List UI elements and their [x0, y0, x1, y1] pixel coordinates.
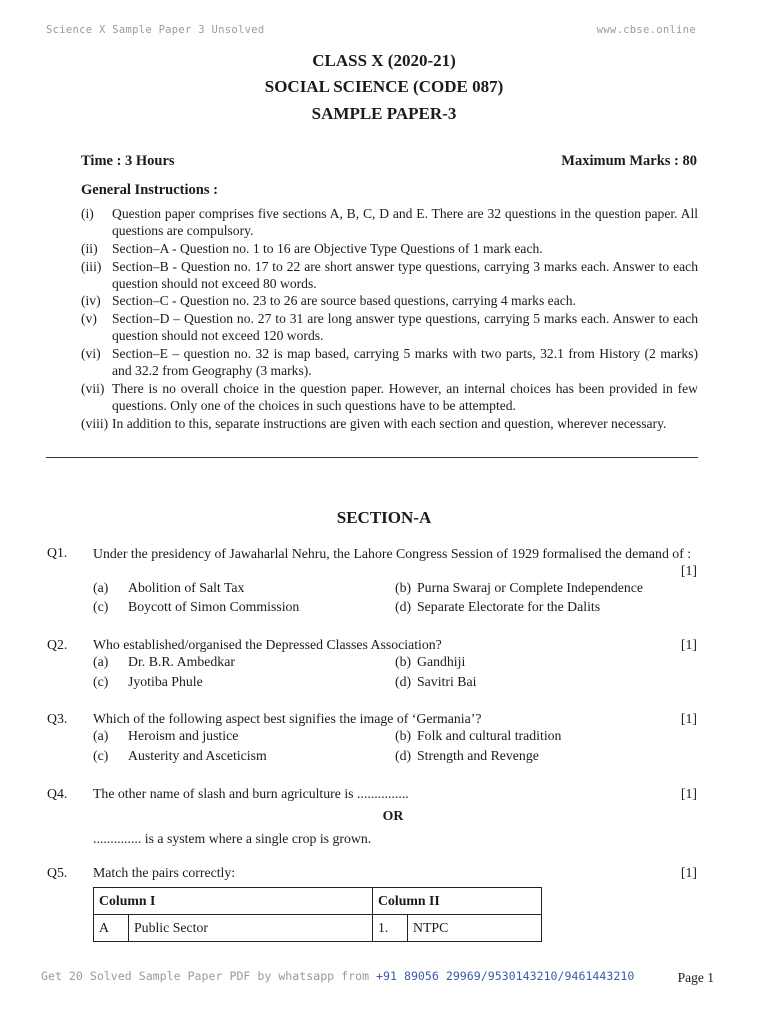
instruction-item: (i) Question paper comprises five sections A, B, C, D and E. There are 32 questions in the question paper. All questions are compulsory. — [81, 206, 698, 239]
option-label: (c) — [93, 674, 109, 689]
table-header-row — [94, 888, 542, 915]
question-number: Q1. — [47, 545, 68, 560]
paper-sample-title: SAMPLE PAPER-3 — [311, 104, 457, 123]
option-text: Austerity and Asceticism — [128, 748, 267, 763]
or-separator: OR — [382, 808, 404, 823]
option-label: (a) — [93, 580, 109, 595]
table-cell: A — [94, 915, 129, 942]
instructions-heading: General Instructions : — [81, 182, 218, 198]
section-divider — [46, 457, 698, 458]
column-header: Column I — [94, 888, 373, 915]
question-number: Q4. — [47, 786, 68, 801]
option-text: Heroism and justice — [128, 728, 239, 743]
match-table — [93, 887, 542, 942]
option-label: (b) — [395, 654, 412, 669]
time-allowed: Time : 3 Hours — [81, 153, 175, 169]
paper-subject-title: SOCIAL SCIENCE (CODE 087) — [264, 77, 504, 96]
table-cell: Public Sector — [129, 915, 373, 942]
option-text: Folk and cultural tradition — [417, 728, 562, 743]
table-cell: 1. — [373, 915, 408, 942]
question-number: Q3. — [47, 711, 68, 726]
option-text: Savitri Bai — [417, 674, 477, 689]
option-label: (c) — [93, 748, 109, 763]
question-text: Match the pairs correctly: — [93, 865, 236, 880]
footer-phone-numbers: +91 89056 29969/9530143210/9461443210 — [376, 969, 635, 983]
option-label: (b) — [395, 580, 412, 595]
question-marks: [1] — [680, 637, 697, 652]
question-marks: [1] — [680, 786, 697, 801]
question-text: Under the presidency of Jawaharlal Nehru, the Lahore Congress Session of 1929 formalised the demand of : — [93, 546, 692, 561]
maximum-marks: Maximum Marks : 80 — [561, 153, 697, 169]
instruction-item: (iii) Section–B - Question no. 17 to 22 are short answer type questions, carrying 3 marks each. Answer to each question should not exceed 80 words. — [81, 259, 698, 292]
running-header-url: www.cbse.online — [596, 24, 696, 36]
column-header: Column II — [373, 888, 542, 915]
option-label: (a) — [93, 654, 109, 669]
table-cell: NTPC — [408, 915, 542, 942]
option-text: Boycott of Simon Commission — [128, 599, 300, 614]
running-header-title: Science X Sample Paper 3 Unsolved — [46, 24, 265, 36]
instruction-item: (iv) Section–C - Question no. 23 to 26 are source based questions, carrying 4 marks each. — [81, 293, 576, 308]
footer-promo — [41, 969, 634, 983]
question-marks: [1] — [680, 711, 697, 726]
paper-class-title: CLASS X (2020-21) — [312, 51, 456, 70]
option-label: (d) — [395, 599, 412, 614]
instruction-item: (v) Section–D – Question no. 27 to 31 are long answer type questions, carrying 5 marks each. Answer to each question should not exceed 120 words. — [81, 311, 698, 344]
page-number: Page 1 — [677, 970, 714, 985]
option-text: Separate Electorate for the Dalits — [417, 599, 601, 614]
question-number: Q2. — [47, 637, 68, 652]
option-label: (a) — [93, 728, 109, 743]
instruction-item: (vi) Section–E – question no. 32 is map based, carrying 5 marks with two parts, 32.1 from History (2 marks) and 32.2 from Geography (3 marks). — [81, 346, 698, 379]
option-text: Strength and Revenge — [417, 748, 539, 763]
table-row — [94, 915, 542, 942]
option-text: Dr. B.R. Ambedkar — [128, 654, 235, 669]
question-marks: [1] — [680, 563, 697, 578]
option-text: Purna Swaraj or Complete Independence — [417, 580, 644, 595]
option-text: Gandhiji — [417, 654, 466, 669]
option-label: (d) — [395, 674, 412, 689]
question-marks: [1] — [680, 865, 697, 880]
question-alternative-text: .............. is a system where a single crop is grown. — [93, 831, 372, 846]
option-text: Abolition of Salt Tax — [128, 580, 245, 595]
section-heading: SECTION-A — [336, 508, 432, 527]
instruction-item: (ii) Section–A - Question no. 1 to 16 are Objective Type Questions of 1 mark each. — [81, 241, 543, 256]
question-text: Which of the following aspect best signifies the image of ‘Germania’? — [93, 711, 482, 726]
question-text: Who established/organised the Depressed Classes Association? — [93, 637, 442, 652]
option-label: (b) — [395, 728, 412, 743]
question-text: The other name of slash and burn agriculture is ............... — [93, 786, 409, 801]
option-label: (d) — [395, 748, 412, 763]
question-number: Q5. — [47, 865, 68, 880]
option-text: Jyotiba Phule — [128, 674, 203, 689]
option-label: (c) — [93, 599, 109, 614]
instruction-item: (vii) There is no overall choice in the question paper. However, an internal choices has been provided in few questions. Only one of the choices in such questions have to be attempted. — [81, 381, 698, 414]
instruction-item: (viii) In addition to this, separate instructions are given with each section and question, wherever necessary. — [81, 416, 667, 431]
footer-promo-text: Get 20 Solved Sample Paper PDF by whatsapp from — [41, 969, 377, 983]
